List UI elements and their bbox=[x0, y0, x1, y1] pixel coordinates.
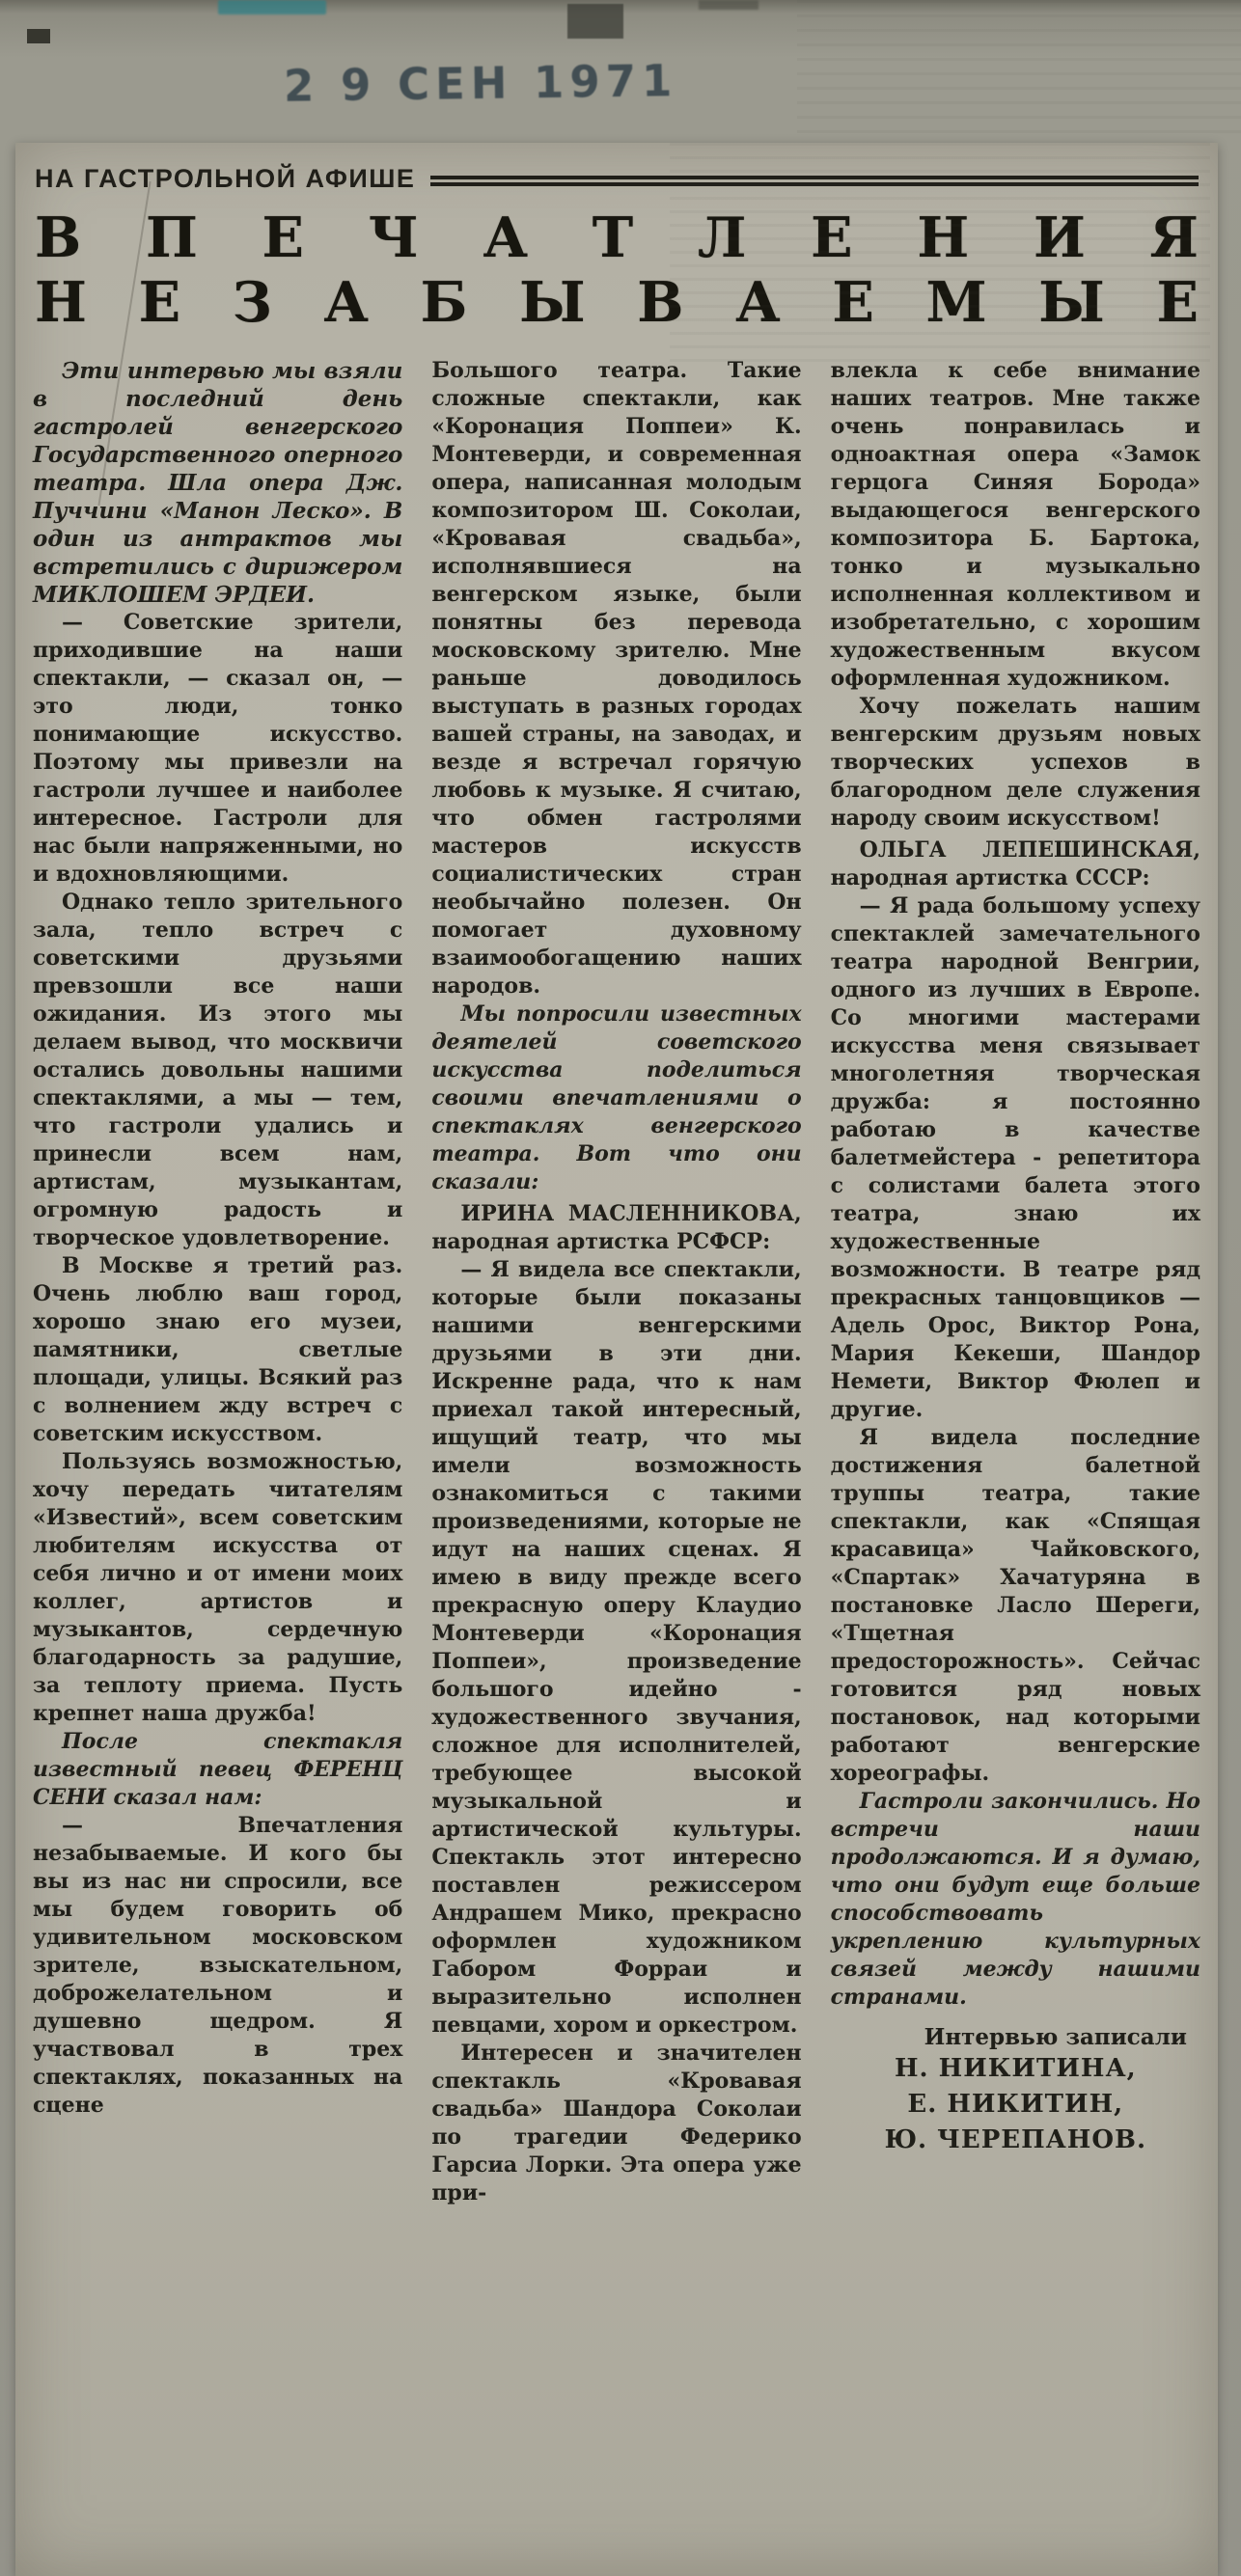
date-stamp: 2 9 СЕН 1971 bbox=[283, 55, 678, 112]
article-paragraph: Эти интервью мы взяли в последний день гастролей венгерского Государственного оперного театра. Шла опера Дж. Пуччини «Манон Леско». В один из антрактов мы встретились с дирижером МИКЛОШЕМ ЭРДЕИ. bbox=[33, 358, 403, 608]
headline-letter: А bbox=[483, 206, 529, 270]
headline-letter: Е bbox=[832, 270, 874, 335]
article-paragraph: — Я видела все спектакли, которые были показаны нашими венгерскими друзьями в эти дни. Искренне рада, что к нам приехал такой интересный, ищущий театр, что мы имели возможность ознакомиться с такими произведениями, которые не идут на наших сценах. Я имею в виду прежде всего прекрасную оперу Клаудио Монтеверди «Коронация Поппеи», произведение большого идейно - художественного звучания, сложное для исполнителей, требующее высокой музыкальной и артистической культуры. Спектакль этот интересно поставлен режиссером Андрашем Мико, прекрасно оформлен художником Габором Форраи и выразительно исполнен певцами, хором и оркестром. bbox=[431, 1257, 802, 2038]
kicker-double-rule bbox=[430, 176, 1199, 186]
article-paragraph: Хочу пожелать нашим венгерским друзьям новых творческих успехов в благородном деле служения народу своим искусством! bbox=[830, 694, 1200, 831]
scan-artifact-teal-text bbox=[218, 0, 326, 14]
article-paragraph: Я видела последние достижения балетной труппы театра, такие спектакли, как «Спящая красавица» Чайковского, «Спартак» Хачатуряна в постановке Ласло Шереги, «Тщетная предосторожность». Сейчас готовится ряд новых постановок, над которыми работают венгерские хореографы. bbox=[830, 1425, 1200, 1786]
article-paragraph: Большого театра. Такие сложные спектакли, как «Коронация Поппеи» К. Монтеверди, и современная опера, написанная молодым композитором Ш. Соколаи, «Кровавая свадьба», исполнявшиеся на венгерском языке, были понятны без перевода московскому зрителю. Мне раньше доводилось выступать в разных городах вашей страны, на заводах, и везде я встречал горячую любовь к музыке. Я считаю, что обмен гастролями мастеров искусств социалистических стран необычайно полезен. Он помогает духовному взаимообогащению наших народов. bbox=[431, 358, 802, 999]
headline-letter: Н bbox=[35, 270, 87, 335]
headline-letter: Е bbox=[138, 270, 181, 335]
headline-letter: Е bbox=[1156, 270, 1199, 335]
scan-upper-area bbox=[0, 0, 1241, 145]
scan-artifact-corner-mark bbox=[27, 29, 50, 43]
byline-intro: Интервью записали bbox=[924, 2024, 1187, 2050]
headline-letter: Е bbox=[262, 206, 304, 270]
article-paragraph: Пользуясь возможностью, хочу передать читателям «Известий», всем советским любителям искусства от себя лично и от имени моих коллег, артистов и музыкантов, сердечную благодарность за радушие, за теплоту приема. Пусть крепнет наша дружба! bbox=[33, 1449, 403, 1726]
headline bbox=[35, 207, 1199, 334]
headline-letter: Я bbox=[1149, 206, 1199, 270]
scan-artifact-dark-block bbox=[567, 4, 623, 39]
article-paragraph: ИРИНА МАСЛЕННИКОВА, народная артистка РСФСР: bbox=[431, 1201, 802, 1254]
headline-letter: З bbox=[232, 270, 272, 335]
article-paragraph: — Я рада большому успеху спектаклей замечательного театра народной Венгрии, одного из лучших в Европе. Со многими мастерами искусства меня связывает многолетняя творческая дружба: я постоянно работаю в качестве балетмейстера - репетитора с солистами балета этого театра, знаю их художественные возможности. В театре ряд прекрасных танцовщиков — Адель Орос, Виктор Рона, Мария Кекеши, Шандор Немети, Виктор Фюлеп и другие. bbox=[830, 893, 1200, 1422]
headline-letter: В bbox=[35, 206, 82, 270]
headline-letter: А bbox=[323, 270, 369, 335]
headline-letter: Е bbox=[811, 206, 853, 270]
article-paragraph: Интересен и значителен спектакль «Кровавая свадьба» Шандора Соколаи по трагедии Федерико Гарсиа Лорки. Эта опера уже при- bbox=[431, 2041, 802, 2206]
article-paragraph: ОЛЬГА ЛЕПЕШИНСКАЯ, народная артистка СССР: bbox=[830, 837, 1200, 891]
byline-name: Ю. ЧЕРЕПАНОВ. bbox=[884, 2125, 1147, 2154]
byline-name: Е. НИКИТИН, bbox=[907, 2090, 1124, 2119]
byline-name: Н. НИКИТИНА, bbox=[894, 2054, 1137, 2083]
article-paragraph: Мы попросили известных деятелей советского искусства поделиться своими впечатлениями о спектаклях венгерского театра. Вот что они сказали: bbox=[431, 1001, 802, 1194]
headline-letter: А bbox=[735, 270, 781, 335]
ink-bleedthrough-upper bbox=[797, 0, 1241, 135]
article-paragraph: — Впечатления незабываемые. И кого бы вы из нас ни спросили, все мы будем говорить об удивительном московском зрителе, взыскательном, доброжелательном и душевно щедром. Я участвовал в трех спектаклях, показанных на сцене bbox=[33, 1813, 403, 2118]
article-paragraph: — Советские зрители, приходившие на наши спектакли, — сказал он, — это люди, тонко понимающие искусство. Поэтому мы привезли на гастроли лучшее и наиболее интересное. Гастроли для нас были напряженными, но и вдохновляющими. bbox=[33, 610, 403, 887]
article-column-1 bbox=[33, 357, 402, 2207]
headline-letter: М bbox=[925, 270, 987, 335]
headline-letter: Н bbox=[917, 206, 970, 270]
newspaper-clipping bbox=[15, 143, 1218, 2576]
article-paragraph: После спектакля известный певец ФЕРЕНЦ СЕНИ сказал нам: bbox=[33, 1729, 403, 1810]
byline bbox=[831, 2023, 1200, 2158]
scan-artifact-top-mark bbox=[699, 0, 758, 10]
headline-letter: Ы bbox=[519, 270, 586, 335]
headline-letter: Ы bbox=[1038, 270, 1105, 335]
headline-line-1 bbox=[35, 207, 1199, 269]
article-column-2 bbox=[431, 357, 801, 2207]
headline-letter: П bbox=[145, 206, 198, 270]
article-paragraph: Однако тепло зрительного зала, тепло встреч с советскими друзьями превзошли все наши ожидания. Из этого мы делаем вывод, что москвичи остались довольны нашими спектаклями, а мы — тем, что гастроли удались и принесли всем нам, артистам, музыкантам, огромную радость и творческое удовлетворение. bbox=[33, 890, 403, 1250]
headline-letter: Ч bbox=[368, 206, 419, 270]
headline-letter: И bbox=[1033, 206, 1086, 270]
kicker-row bbox=[35, 164, 1199, 194]
headline-letter: В bbox=[637, 270, 684, 335]
headline-letter: Т bbox=[592, 206, 634, 270]
headline-line-2 bbox=[35, 272, 1199, 334]
headline-letter: Б bbox=[420, 270, 468, 335]
headline-letter: Л bbox=[697, 206, 747, 270]
article-columns bbox=[33, 357, 1200, 2207]
kicker-label: НА ГАСТРОЛЬНОЙ АФИШЕ bbox=[35, 164, 416, 193]
article-paragraph: В Москве я третий раз. Очень люблю ваш город, хорошо знаю его музеи, памятники, светлые площади, улицы. Всякий раз с волнением жду встреч с советским искусством. bbox=[33, 1253, 403, 1446]
article-paragraph: влекла к себе внимание наших театров. Мне также очень понравилась и одноактная опера «Замок герцога Синяя Борода» выдающегося венгерского композитора Б. Бартока, тонко и музыкально исполненная коллективом и изобретательно, с хорошим художественным вкусом оформленная художником. bbox=[830, 358, 1200, 691]
article-column-3 bbox=[831, 357, 1200, 2207]
article-paragraph: Гастроли закончились. Но встречи наши продолжаются. И я думаю, что они будут еще больше способствовать укреплению культурных связей между нашими странами. bbox=[830, 1789, 1200, 2010]
